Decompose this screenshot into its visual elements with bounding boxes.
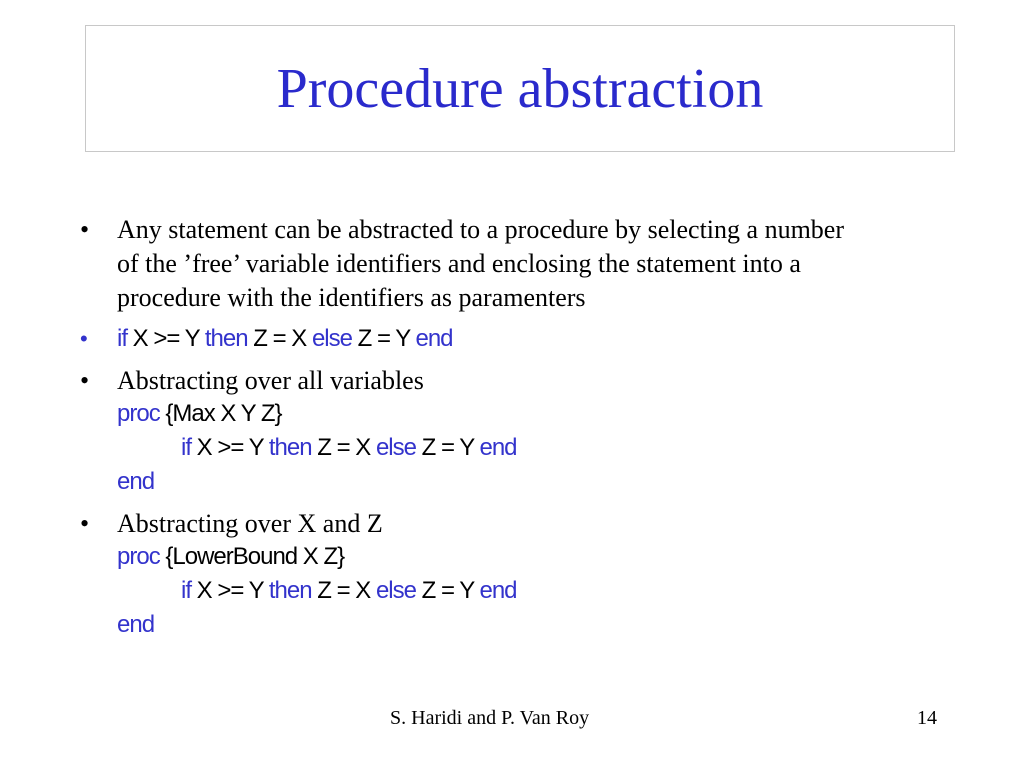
keyword-proc: proc <box>117 400 160 427</box>
bullet-3-body-line <box>181 431 517 465</box>
else-expression: Z = Y <box>415 577 480 604</box>
keyword-end: end <box>117 468 155 495</box>
condition: X >= Y <box>191 577 269 604</box>
else-expression: Z = Y <box>415 434 480 461</box>
then-expression: Z = X <box>311 434 376 461</box>
keyword-if: if <box>181 577 191 604</box>
bullet-3-marker: • <box>80 366 90 395</box>
bullet-3-proc-line <box>117 397 282 431</box>
keyword-end: end <box>479 577 517 604</box>
condition: X >= Y <box>127 325 205 352</box>
keyword-then: then <box>204 325 248 352</box>
footer-page-number: 14 <box>917 707 937 729</box>
then-expression: Z = X <box>311 577 376 604</box>
bullet-4-text: Abstracting over X and Z <box>117 509 383 538</box>
keyword-then: then <box>268 577 312 604</box>
condition: X >= Y <box>191 434 269 461</box>
keyword-else: else <box>311 325 352 352</box>
proc-signature: {Max X Y Z} <box>159 400 282 427</box>
keyword-end: end <box>415 325 453 352</box>
then-expression: Z = X <box>247 325 312 352</box>
keyword-else: else <box>375 434 416 461</box>
bullet-4-end-line <box>117 608 154 642</box>
keyword-end: end <box>479 434 517 461</box>
keyword-if: if <box>117 325 127 352</box>
bullet-1-marker: • <box>80 215 90 244</box>
bullet-1-line-2: of the ’free’ variable identifiers and enclosing the statement into a <box>117 249 801 278</box>
bullet-2-code <box>117 322 453 356</box>
slide-title: Procedure abstraction <box>276 57 764 120</box>
keyword-else: else <box>375 577 416 604</box>
proc-signature: {LowerBound X Z} <box>159 543 345 570</box>
bullet-3-text: Abstracting over all variables <box>117 366 424 395</box>
keyword-end: end <box>117 611 155 638</box>
bullet-4-marker: • <box>80 509 90 538</box>
keyword-then: then <box>268 434 312 461</box>
bullet-2-marker: • <box>80 326 88 351</box>
keyword-if: if <box>181 434 191 461</box>
bullet-1-line-1: Any statement can be abstracted to a procedure by selecting a number <box>117 215 844 244</box>
footer-authors: S. Haridi and P. Van Roy <box>390 707 590 729</box>
bullet-4-proc-line <box>117 540 344 574</box>
keyword-proc: proc <box>117 543 160 570</box>
bullet-4-body-line <box>181 574 517 608</box>
bullet-1-line-3: procedure with the identifiers as paramenters <box>117 283 586 312</box>
bullet-3-end-line <box>117 465 154 499</box>
else-expression: Z = Y <box>351 325 416 352</box>
